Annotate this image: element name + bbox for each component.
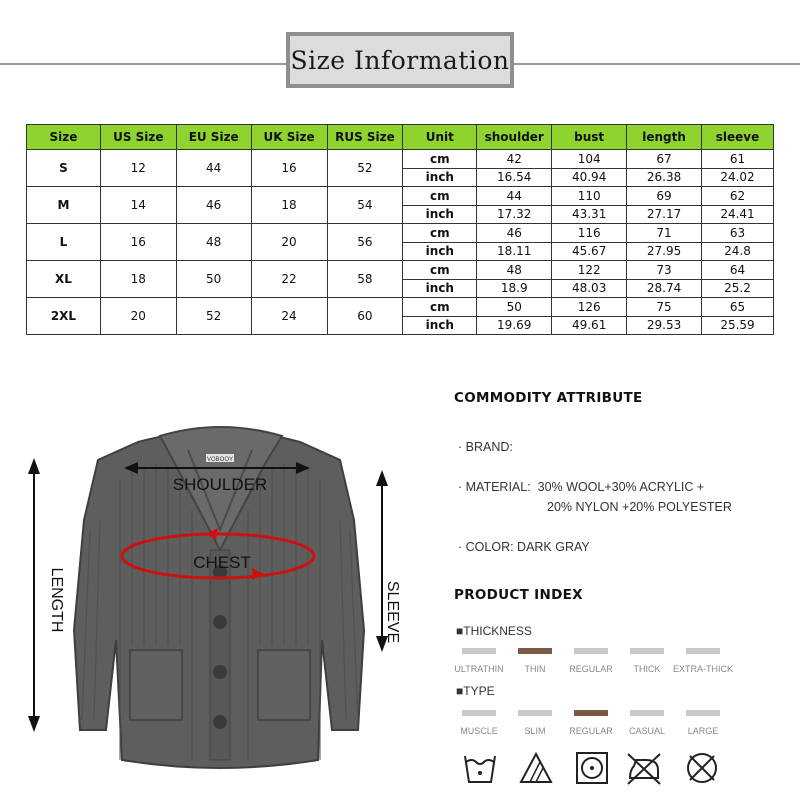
thickness-option-label: EXTRA-THICK (673, 664, 734, 674)
type-option-label: MUSCLE (460, 726, 498, 736)
size-cell: M (27, 187, 101, 224)
rus-cell: 60 (327, 298, 403, 335)
measure-cell: 19.69 (477, 316, 552, 335)
measure-cell: 64 (702, 261, 774, 280)
measure-cell: 65 (702, 298, 774, 317)
measure-cell: 75 (627, 298, 702, 317)
measure-cell: 50 (477, 298, 552, 317)
header-cell: UK Size (251, 125, 327, 150)
header-cell: sleeve (702, 125, 774, 150)
thickness-swatch (462, 648, 496, 654)
type-swatch (686, 710, 720, 716)
material-line-2: 20% NYLON +20% POLYESTER (547, 500, 732, 514)
measure-cell: 40.94 (552, 168, 627, 187)
eu-cell: 46 (176, 187, 251, 224)
eu-cell: 44 (176, 150, 251, 187)
measure-cell: 46 (477, 224, 552, 243)
cardigan-diagram (20, 400, 420, 800)
rus-cell: 54 (327, 187, 403, 224)
material-label: MATERIAL: (465, 480, 531, 494)
measure-cell: 48.03 (552, 279, 627, 298)
uk-cell: 24 (251, 298, 327, 335)
rus-cell: 52 (327, 150, 403, 187)
color-attribute: · COLOR: DARK GRAY (458, 540, 590, 554)
type-option-label: REGULAR (569, 726, 613, 736)
measure-cell: 25.59 (702, 316, 774, 335)
measure-cell: 18.11 (477, 242, 552, 261)
eu-cell: 48 (176, 224, 251, 261)
thickness-option-label: REGULAR (569, 664, 613, 674)
measure-cell: 122 (552, 261, 627, 280)
us-cell: 18 (100, 261, 176, 298)
thickness-swatch (686, 648, 720, 654)
uk-cell: 20 (251, 224, 327, 261)
header-cell: RUS Size (327, 125, 403, 150)
table-header-row (27, 125, 774, 150)
measure-cell: 69 (627, 187, 702, 206)
table-row (27, 224, 774, 243)
page-title: Size Information (290, 36, 510, 84)
type-swatch (574, 710, 608, 716)
type-option-label: CASUAL (628, 726, 665, 736)
eu-cell: 52 (176, 298, 251, 335)
brand-label: BRAND: (465, 440, 513, 454)
measure-cell: 45.67 (552, 242, 627, 261)
measure-cell: 18.9 (477, 279, 552, 298)
brand-attribute: · BRAND: (458, 440, 513, 454)
measure-cell: 110 (552, 187, 627, 206)
rus-cell: 58 (327, 261, 403, 298)
size-cell: 2XL (27, 298, 101, 335)
measure-cell: 17.32 (477, 205, 552, 224)
unit-cell: inch (403, 168, 477, 187)
us-cell: 14 (100, 187, 176, 224)
material-line-1: 30% WOOL+30% ACRYLIC + (537, 480, 705, 494)
thickness-swatch (574, 648, 608, 654)
measure-cell: 24.8 (702, 242, 774, 261)
header-cell: shoulder (477, 125, 552, 150)
rus-cell: 56 (327, 224, 403, 261)
eu-cell: 50 (176, 261, 251, 298)
unit-cell: inch (403, 316, 477, 335)
type-swatch (518, 710, 552, 716)
measure-cell: 42 (477, 150, 552, 169)
uk-cell: 22 (251, 261, 327, 298)
thickness-option-label: ULTRATHIN (454, 664, 504, 674)
table-row (27, 187, 774, 206)
header-cell: length (627, 125, 702, 150)
measure-cell: 27.17 (627, 205, 702, 224)
type-swatch (462, 710, 496, 716)
type-option-label: SLIM (524, 726, 546, 736)
type-option-label: LARGE (687, 726, 719, 736)
measure-cell: 62 (702, 187, 774, 206)
hand-wash-icon (462, 748, 498, 788)
unit-cell: inch (403, 205, 477, 224)
no-iron-icon (624, 748, 664, 788)
unit-cell: cm (403, 298, 477, 317)
measure-cell: 48 (477, 261, 552, 280)
type-row-label: ■TYPE (456, 684, 495, 698)
measure-cell: 61 (702, 150, 774, 169)
length-label: LENGTH (48, 567, 65, 633)
header-cell: Size (27, 125, 101, 150)
size-cell: L (27, 224, 101, 261)
measure-cell: 49.61 (552, 316, 627, 335)
header-cell: EU Size (176, 125, 251, 150)
measure-cell: 63 (702, 224, 774, 243)
thickness-option-label: THIN (524, 664, 546, 674)
commodity-attribute-heading: COMMODITY ATTRIBUTE (454, 390, 643, 406)
measure-cell: 44 (477, 187, 552, 206)
unit-cell: inch (403, 242, 477, 261)
measure-cell: 25.2 (702, 279, 774, 298)
measure-cell: 116 (552, 224, 627, 243)
unit-cell: cm (403, 224, 477, 243)
header-cell: Unit (403, 125, 477, 150)
product-index-heading: PRODUCT INDEX (454, 587, 583, 603)
measure-cell: 104 (552, 150, 627, 169)
us-cell: 12 (100, 150, 176, 187)
measure-cell: 126 (552, 298, 627, 317)
table-row (27, 150, 774, 169)
material-attribute: · MATERIAL: 30% WOOL+30% ACRYLIC + (458, 480, 705, 494)
title-box (286, 32, 514, 88)
measure-cell: 43.31 (552, 205, 627, 224)
measure-cell: 26.38 (627, 168, 702, 187)
us-cell: 16 (100, 224, 176, 261)
size-cell: S (27, 150, 101, 187)
measure-cell: 67 (627, 150, 702, 169)
shoulder-label: SHOULDER (172, 475, 268, 494)
uk-cell: 18 (251, 187, 327, 224)
unit-cell: cm (403, 187, 477, 206)
measure-cell: 73 (627, 261, 702, 280)
thickness-swatch (630, 648, 664, 654)
unit-cell: inch (403, 279, 477, 298)
measure-cell: 24.02 (702, 168, 774, 187)
thickness-option-label: THICK (633, 664, 661, 674)
unit-cell: cm (403, 261, 477, 280)
unit-cell: cm (403, 150, 477, 169)
us-cell: 20 (100, 298, 176, 335)
thickness-swatch (518, 648, 552, 654)
color-label: COLOR: DARK GRAY (465, 540, 590, 554)
no-bleach-icon (518, 748, 554, 788)
brand-tag-text: VOBOOY (206, 457, 234, 463)
measure-cell: 29.53 (627, 316, 702, 335)
measure-cell: 71 (627, 224, 702, 243)
type-swatch (630, 710, 664, 716)
thickness-row-label: ■THICKNESS (456, 624, 532, 638)
header-cell: bust (552, 125, 627, 150)
measure-cell: 16.54 (477, 168, 552, 187)
table-row (27, 261, 774, 280)
length-arrow (28, 458, 40, 732)
no-dry-clean-icon (682, 748, 722, 788)
sleeve-label: SLEEVE (384, 580, 401, 644)
size-table (26, 124, 774, 335)
measure-cell: 24.41 (702, 205, 774, 224)
chest-label: CHEST (193, 553, 251, 572)
measure-cell: 27.95 (627, 242, 702, 261)
tumble-dry-icon (574, 748, 610, 788)
size-cell: XL (27, 261, 101, 298)
header-cell: US Size (100, 125, 176, 150)
measure-cell: 28.74 (627, 279, 702, 298)
table-row (27, 298, 774, 317)
uk-cell: 16 (251, 150, 327, 187)
